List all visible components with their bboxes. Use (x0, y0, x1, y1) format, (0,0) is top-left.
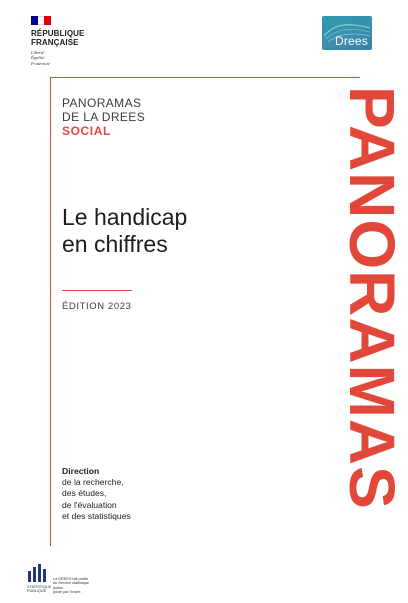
publisher-line: des études, (62, 488, 107, 499)
publisher-line: de l'évaluation (62, 499, 117, 510)
sp-label-line1: STATISTIQUE (27, 585, 52, 589)
series-line-2: DE LA DREES (62, 110, 146, 124)
republic-motto (31, 50, 84, 66)
sp-note-line2: du Service statistique public (53, 581, 90, 590)
statistique-publique-label (27, 585, 51, 593)
sp-label-line2: PUBLIQUE (27, 589, 47, 593)
sp-note-line1: La DREES fait partie (53, 577, 89, 581)
edition-label: ÉDITION 2023 (62, 301, 132, 312)
sp-note-line3: piloté par l'Insee. (53, 590, 82, 595)
page-title (62, 204, 187, 258)
publisher-line: de la recherche, (62, 477, 124, 488)
title-line-2: en chiffres (62, 231, 168, 257)
vertical-title: PANORAMAS (336, 86, 408, 510)
series-subseries: SOCIAL (62, 124, 111, 138)
republic-title (31, 29, 84, 47)
republic-title-line1: RÉPUBLIQUE (31, 29, 85, 38)
publisher-block (62, 466, 131, 522)
statistique-publique-icon (27, 563, 49, 583)
title-separator (62, 290, 132, 291)
series-line-1: PANORAMAS (62, 96, 142, 110)
french-flag-icon (31, 16, 51, 25)
series-name (62, 96, 145, 138)
vertical-title-band (336, 86, 408, 538)
republique-francaise-logo (31, 16, 84, 66)
motto-fraternite: Fraternité (31, 60, 50, 66)
drees-logo-text: Drees (334, 34, 368, 48)
publisher-line: et des statistiques (62, 510, 131, 521)
title-line-1: Le handicap (62, 204, 188, 230)
motto-egalite: Égalité (31, 55, 45, 61)
frame-left-rule (50, 77, 51, 546)
publisher-heading: Direction (62, 466, 100, 476)
drees-logo (322, 16, 372, 50)
ssp-membership-note (53, 577, 95, 595)
frame-top-rule (50, 77, 360, 78)
motto-liberte: Liberté (31, 50, 45, 55)
republic-title-line2: FRANÇAISE (31, 38, 79, 47)
